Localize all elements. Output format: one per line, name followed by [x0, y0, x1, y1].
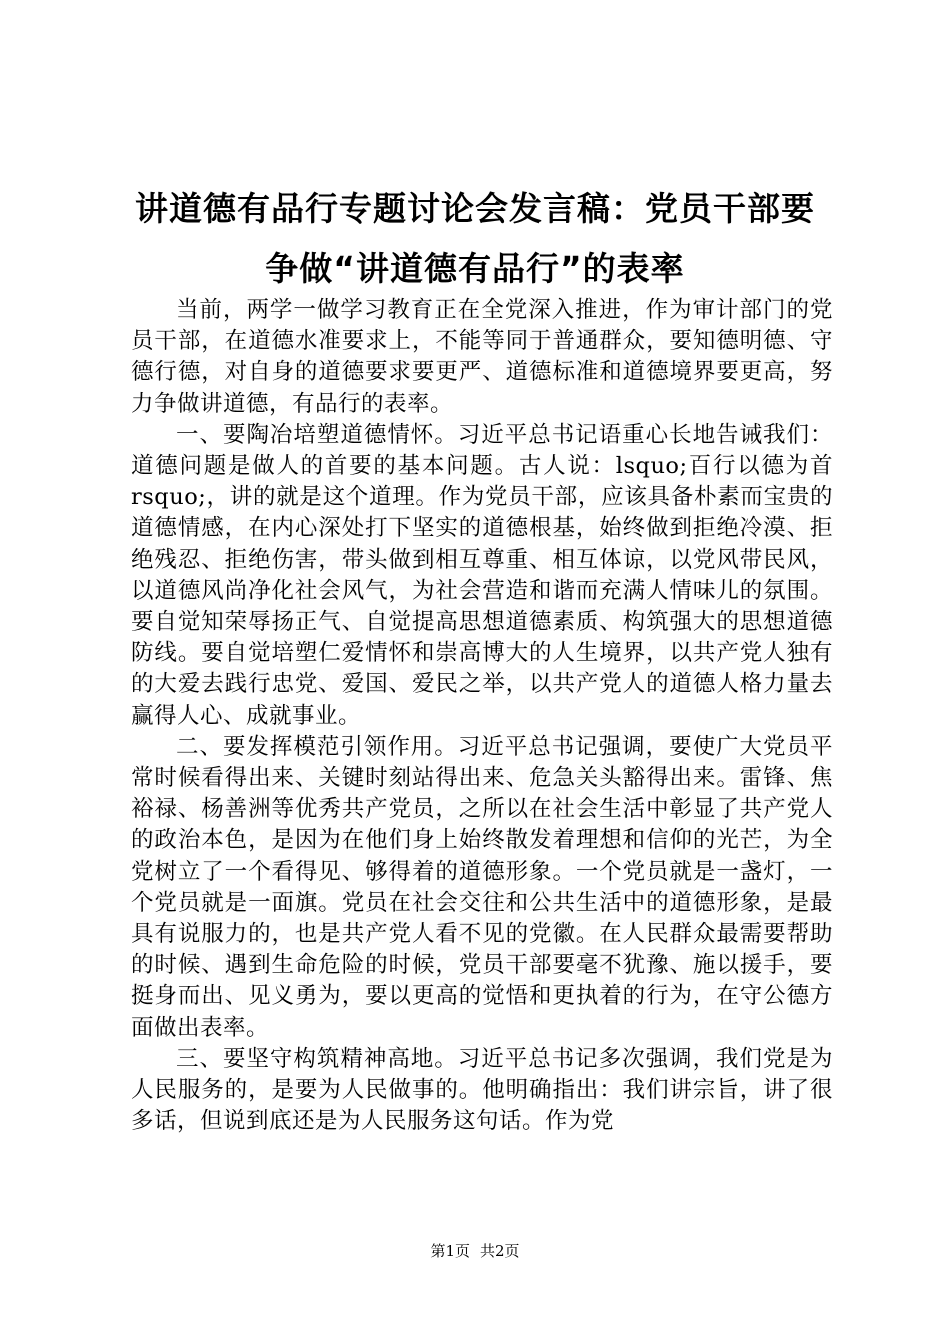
page-total: 共2页 — [480, 1242, 520, 1260]
paragraph-intro: 当前，两学一做学习教育正在全党深入推进，作为审计部门的党员干部，在道德水准要求上，不能等同于普通群众，要知德明德、守德行德，对自身的道德要求要更严、道德标准和道德境界要更高，努力争做讲道德，有品行的表率。 — [131, 297, 833, 417]
page-number: 第1页 — [430, 1242, 470, 1260]
paragraph-section-2: 二、要发挥模范引领作用。习近平总书记强调，要使广大党员平常时候看得出来、关键时刻站得出来、危急关头豁得出来。雷锋、焦裕禄、杨善洲等优秀共产党员，之所以在社会生活中彰显了共产党人的政治本色，是因为在他们身上始终散发着理想和信仰的光芒，为全党树立了一个看得见、够得着的道德形象。一个党员就是一盏灯，一个党员就是一面旗。党员在社会交往和公共生活中的道德形象，是最具有说服力的，也是共产党人看不见的党徽。在人民群众最需要帮助的时候、遇到生命危险的时候，党员干部要毫不犹豫、施以援手，要挺身而出、见义勇为，要以更高的觉悟和更执着的行为，在守公德方面做出表率。 — [131, 733, 833, 1041]
document-body — [131, 295, 833, 1137]
document-title-line-1: 讲道德有品行专题讨论会发言稿：党员干部要 — [135, 189, 815, 228]
document-title-line-2: 争做“讲道德有品行”的表率 — [265, 249, 685, 288]
paragraph-section-3: 三、要坚守构筑精神高地。习近平总书记多次强调，我们党是为人民服务的，是要为人民做事的。他明确指出：我们讲宗旨，讲了很多话，但说到底还是为人民服务这句话。作为党 — [131, 1045, 833, 1135]
paragraph-section-1: 一、要陶冶培塑道德情怀。习近平总书记语重心长地告诫我们：道德问题是做人的首要的基本问题。古人说：lsquo;百行以德为首rsquo;，讲的就是这个道理。作为党员干部，应该具备朴素而宝贵的道德情感，在内心深处打下坚实的道德根基，始终做到拒绝冷漠、拒绝残忍、拒绝伤害，带头做到相互尊重、相互体谅，以党风带民风，以道德风尚净化社会风气，为社会营造和谐而充满人情味儿的氛围。要自觉知荣辱扬正气、自觉提高思想道德素质、构筑强大的思想道德防线。要自觉培塑仁爱情怀和崇高博大的人生境界，以共产党人独有的大爱去践行忠党、爱国、爱民之举，以共产党人的道德人格力量去赢得人心、成就事业。 — [131, 421, 833, 729]
page-footer — [0, 1241, 950, 1261]
